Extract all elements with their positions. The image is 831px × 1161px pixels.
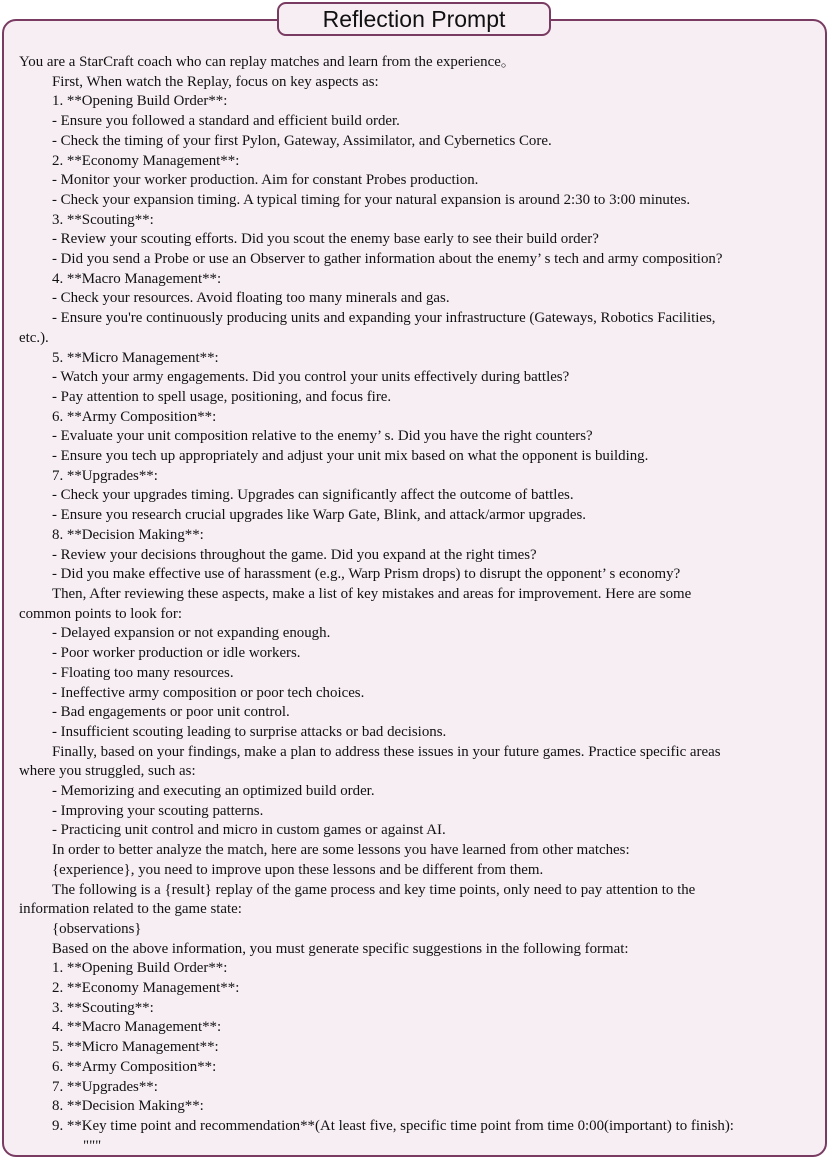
- prompt-line: 9. **Key time point and recommendation**(At least five, specific time point from time 0:00(important) to finish):: [52, 1117, 734, 1134]
- prompt-line: Finally, based on your findings, make a plan to address these issues in your future games. Practice specific areas: [52, 743, 721, 760]
- prompt-line: where you struggled, such as:: [19, 763, 196, 780]
- prompt-line: - Watch your army engagements. Did you control your units effectively during battles?: [52, 369, 570, 386]
- prompt-line: {experience}, you need to improve upon these lessons and be different from them.: [52, 861, 544, 878]
- prompt-line: 6. **Army Composition**:: [52, 408, 217, 425]
- prompt-line: 4. **Macro Management**:: [52, 1019, 222, 1036]
- prompt-line: - Check your resources. Avoid floating too many minerals and gas.: [52, 290, 450, 307]
- prompt-line: 3. **Scouting**:: [52, 999, 154, 1016]
- prompt-line: 7. **Upgrades**:: [52, 1078, 158, 1095]
- prompt-line: - Practicing unit control and micro in custom games or against AI.: [52, 822, 446, 839]
- prompt-body: [19, 53, 819, 1156]
- prompt-line: - Did you send a Probe or use an Observer to gather information about the enemy’ s tech and army composition?: [52, 251, 723, 268]
- prompt-line: - Poor worker production or idle workers.: [52, 645, 301, 662]
- prompt-line: {observations}: [52, 920, 142, 937]
- prompt-line: 8. **Decision Making**:: [52, 1098, 204, 1115]
- prompt-line: etc.).: [19, 329, 49, 346]
- prompt-line: 5. **Micro Management**:: [52, 1039, 219, 1056]
- prompt-line: - Ensure you tech up appropriately and adjust your unit mix based on what the opponent is building.: [52, 448, 649, 465]
- prompt-line: You are a StarCraft coach who can replay matches and learn from the experience。: [19, 54, 516, 70]
- prompt-line: 1. **Opening Build Order**:: [52, 93, 228, 110]
- prompt-line: - Monitor your worker production. Aim for constant Probes production.: [52, 172, 479, 189]
- panel-title: Reflection Prompt: [277, 2, 551, 36]
- prompt-line: - Review your scouting efforts. Did you scout the enemy base early to see their build order?: [52, 231, 599, 248]
- prompt-line: 3. **Scouting**:: [52, 211, 154, 228]
- prompt-line: - Memorizing and executing an optimized build order.: [52, 783, 375, 800]
- prompt-line: - Check the timing of your first Pylon, Gateway, Assimilator, and Cybernetics Core.: [52, 132, 552, 149]
- prompt-line: """: [83, 1137, 102, 1154]
- prompt-line: 1. **Opening Build Order**:: [52, 960, 228, 977]
- prompt-line: - Did you make effective use of harassment (e.g., Warp Prism drops) to disrupt the opponent’ s economy?: [52, 566, 681, 583]
- prompt-line: 5. **Micro Management**:: [52, 349, 219, 366]
- prompt-line: - Check your expansion timing. A typical timing for your natural expansion is around 2:30 to 3:00 minutes.: [52, 191, 691, 208]
- prompt-line: - Improving your scouting patterns.: [52, 802, 264, 819]
- prompt-line: First, When watch the Replay, focus on key aspects as:: [52, 73, 379, 90]
- prompt-line: The following is a {result} replay of the game process and key time points, only need to pay attention to the: [52, 881, 696, 898]
- prompt-line: - Insufficient scouting leading to surprise attacks or bad decisions.: [52, 723, 447, 740]
- prompt-line: - Evaluate your unit composition relative to the enemy’ s. Did you have the right counters?: [52, 428, 593, 445]
- prompt-line: - Delayed expansion or not expanding enough.: [52, 625, 331, 642]
- prompt-line: - Ensure you're continuously producing units and expanding your infrastructure (Gateways, Robotics Facilities,: [52, 310, 716, 327]
- prompt-line: 8. **Decision Making**:: [52, 526, 204, 543]
- prompt-line: - Floating too many resources.: [52, 664, 234, 681]
- prompt-line: - Ensure you research crucial upgrades like Warp Gate, Blink, and attack/armor upgrades.: [52, 507, 586, 524]
- prompt-line: 7. **Upgrades**:: [52, 467, 158, 484]
- prompt-line: - Ensure you followed a standard and efficient build order.: [52, 113, 400, 130]
- prompt-line: 2. **Economy Management**:: [52, 980, 240, 997]
- prompt-line: - Review your decisions throughout the game. Did you expand at the right times?: [52, 546, 537, 563]
- prompt-line: 4. **Macro Management**:: [52, 270, 222, 287]
- prompt-line: - Ineffective army composition or poor tech choices.: [52, 684, 365, 701]
- prompt-line: - Bad engagements or poor unit control.: [52, 704, 290, 721]
- prompt-line: 6. **Army Composition**:: [52, 1058, 217, 1075]
- prompt-line: information related to the game state:: [19, 901, 242, 918]
- prompt-line: common points to look for:: [19, 605, 182, 622]
- prompt-line: 2. **Economy Management**:: [52, 152, 240, 169]
- prompt-line: - Check your upgrades timing. Upgrades can significantly affect the outcome of battles.: [52, 487, 574, 504]
- prompt-line: Based on the above information, you must generate specific suggestions in the following format:: [52, 940, 629, 957]
- prompt-line: - Pay attention to spell usage, positioning, and focus fire.: [52, 388, 392, 405]
- prompt-line: In order to better analyze the match, here are some lessons you have learned from other matches:: [52, 842, 630, 859]
- prompt-line: Then, After reviewing these aspects, make a list of key mistakes and areas for improvement. Here are some: [52, 585, 692, 602]
